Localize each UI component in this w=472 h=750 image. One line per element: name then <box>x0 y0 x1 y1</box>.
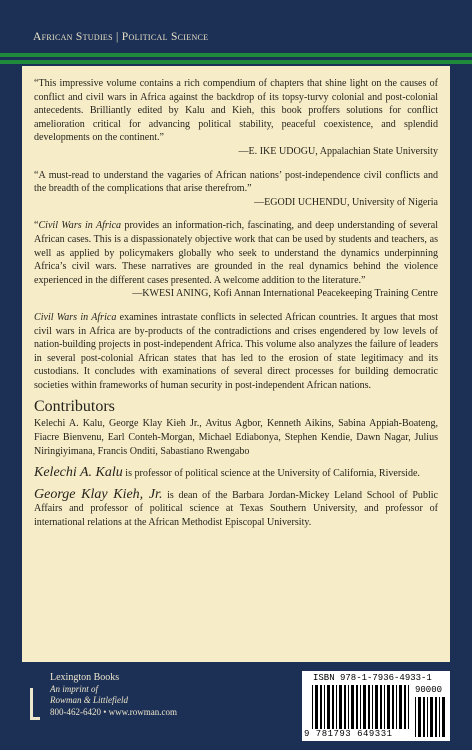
barcode-bar <box>427 697 428 737</box>
barcode-bar <box>336 685 337 729</box>
barcode-bar <box>396 685 397 729</box>
attribution-udogu: —E. IKE UDOGU, Appalachian State University <box>238 145 438 157</box>
back-cover-panel <box>22 66 450 662</box>
bio-kalu <box>34 466 438 481</box>
description-text: examines intrastate conflicts in selected African countries. It argues that most civil wars in Africa are by-products of the contradictions and crises engendered by low levels of nation-building projects in post-independent Africa. This volume also analyzes the failure of leaders in several post-colonial African states that has led to the erosion of state legitimacy and its custodians. It concludes with examinations of several direct processes for building democratic societies within frameworks of human security in post-independent African nations. <box>34 311 438 391</box>
barcode-bar <box>439 697 440 737</box>
barcode-bar <box>380 685 382 729</box>
series-label: African Studies | Political Science <box>33 31 209 43</box>
barcode-bar <box>415 697 416 737</box>
barcode-bar <box>368 685 370 729</box>
publisher-parent: Rowman & Littlefield <box>50 695 128 706</box>
barcode-bar <box>399 685 402 729</box>
barcode-bar <box>332 685 334 729</box>
barcode-bar <box>315 685 318 729</box>
barcode-bar <box>392 685 394 729</box>
barcode-bar <box>435 697 437 737</box>
bio-kieh <box>34 488 438 530</box>
contributors-list: Kelechi A. Kalu, George Klay Kieh Jr., Avitus Agbor, Kenneth Aikins, Sabina Appiah-Boateng, Fiacre Bienvenu, Earl Conteh-Morgan, Michael Ediabonya, Stephen Kendie, Dawn Nagar, Julius Niringiyimana, Francis Onditi, Sabastiano Rwengabo <box>34 418 438 457</box>
bio-kieh-text: is dean of the Barbara Jordan-Mickey Leland School of Public Affairs and professor of political science at Texas Southern University, and professor of international relations at the African Methodist Episcopal University. <box>34 489 439 529</box>
book-description <box>34 311 438 393</box>
publisher-info <box>50 672 177 718</box>
barcode-bar <box>430 697 433 737</box>
barcode-bar <box>442 697 445 737</box>
barcode-bar <box>327 685 330 729</box>
barcode-bar <box>404 685 406 729</box>
ean-barcode <box>312 685 410 729</box>
barcode-bar <box>387 685 390 729</box>
publisher-imprint-line: An imprint of <box>50 683 99 694</box>
barcode-box <box>302 671 450 741</box>
ean-digits: 9 781793 649331 <box>304 729 393 739</box>
isbn-text: ISBN 978-1-7936-4933-1 <box>313 673 432 683</box>
blurb-udogu: “This impressive volume contains a rich compendium of chapters that shine light on the causes of conflict and civil wars in Africa against the backdrop of its topsy-turvy colonial and post-colonial antecedents. Brilliantly edited by Kalu and Kieh, this book proffers solutions for conflict amelioration critical for advancing political stability, peaceful coexistence, and splendid developments on the continent.” <box>34 78 438 144</box>
barcode-bar <box>356 685 358 729</box>
barcode-bar <box>324 685 325 729</box>
blurb-uchendu: “A must-read to understand the vagaries of African nations’ post-independence civil conflicts and the breadth of the complications that arise therefrom.” <box>34 169 438 195</box>
barcode-bar <box>320 685 322 729</box>
barcode-bar <box>344 685 346 729</box>
bio-kieh-name: George Klay Kieh, Jr. <box>34 486 163 502</box>
addon-digits: 90000 <box>415 685 443 695</box>
publisher-name: Lexington Books <box>50 672 120 683</box>
barcode-bar <box>312 685 313 729</box>
contributors-heading: Contributors <box>34 398 115 416</box>
barcode-bar <box>372 685 373 729</box>
attribution-aning: —KWESI ANING, Kofi Annan International Peacekeeping Training Centre <box>132 288 438 300</box>
barcode-bar <box>408 685 409 729</box>
barcode-bar <box>384 685 385 729</box>
barcode-bar <box>339 685 342 729</box>
barcode-bar <box>418 697 421 737</box>
lexington-logo-icon <box>30 688 40 720</box>
blurb-aning: “Civil Wars in Africa provides an information-rich, fascinating, and deep understanding of several African cases. This is a dispassionately objective work that can be used by students and teachers, as well as applied by policymakers globally who seek to understand the dynamics underpinning Africa’s civil wars. These narratives are grounded in the real dynamics behind the violence experienced in the different cases presented. A welcome addition to the literature.” <box>34 220 438 286</box>
top-band <box>0 0 472 54</box>
blurb-aning-book-title: Civil Wars in Africa <box>38 220 122 232</box>
blurb-aning-text: provides an information-rich, fascinating, and deep understanding of several African cases. This is a dispassionately objective work that can be used by students and teachers, as well as applied by policymakers globally who seek to understand the dynamics underpinning Africa’s civil wars. These narratives are grounded in the real dynamics behind the violence experienced in the different cases presented. A welcome addition to the literature.” <box>34 220 438 286</box>
barcode-bar <box>423 697 425 737</box>
barcode-bar <box>348 685 349 729</box>
bio-kalu-text: is professor of political science at the University of California, Riverside. <box>122 468 420 480</box>
green-stripe-bottom <box>0 60 472 64</box>
barcode-bar <box>375 685 378 729</box>
bio-kalu-name: Kelechi A. Kalu <box>34 465 123 481</box>
addon-barcode <box>415 697 445 737</box>
attribution-uchendu: —EGODI UCHENDU, University of Nigeria <box>254 196 438 208</box>
barcode-bar <box>360 685 361 729</box>
publisher-contact: 800-462-6420 • www.rowman.com <box>50 706 178 717</box>
barcode-bar <box>363 685 366 729</box>
green-stripe-top <box>0 53 472 57</box>
description-book-title: Civil Wars in Africa <box>34 311 117 323</box>
barcode-bar <box>351 685 354 729</box>
